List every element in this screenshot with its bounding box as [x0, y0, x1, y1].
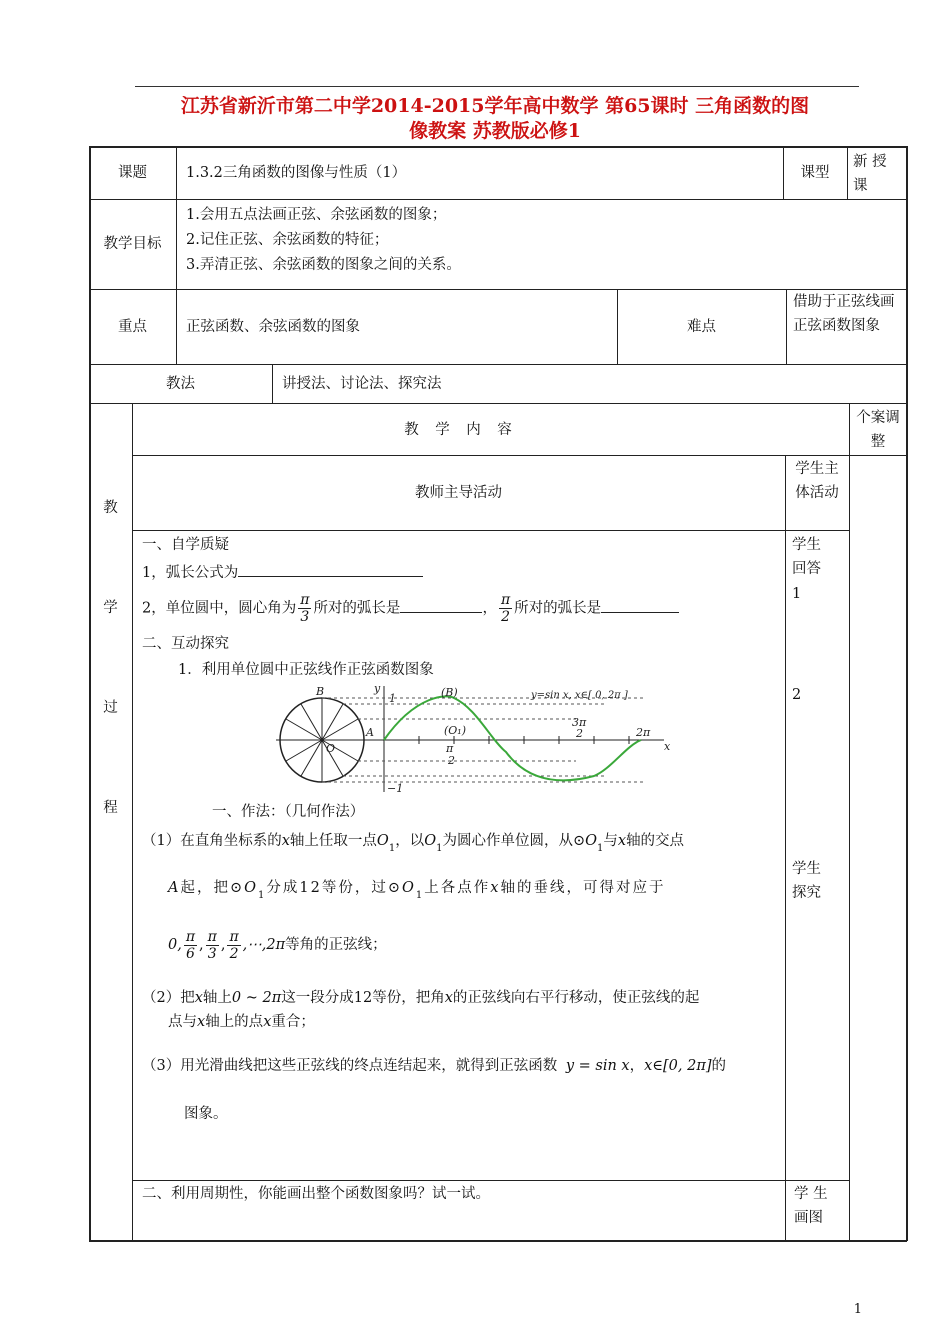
step1-text: ，以 — [395, 833, 425, 849]
step3-text: 的 — [711, 1058, 727, 1074]
process-label-2: 学 — [103, 600, 118, 616]
step1-text: 起，把⊙ — [180, 880, 245, 896]
step1-text: 轴的交点 — [626, 833, 685, 849]
math-y-sin-x: y = sin x — [565, 1058, 630, 1074]
step2-text: 点与 — [168, 1014, 197, 1030]
math-sub: 1 — [436, 843, 443, 854]
math-x: x — [281, 833, 290, 849]
math-x: x — [490, 880, 501, 896]
step-2-cont — [168, 1010, 315, 1034]
process-label-3: 过 — [103, 700, 118, 716]
step2-text: 重合； — [271, 1014, 315, 1030]
question-2-text-b: 所对的弧长是 — [313, 600, 401, 617]
fig-label-O: O — [326, 742, 336, 755]
math-O: O — [402, 880, 416, 896]
step1-text: 等角的正弦线； — [285, 937, 387, 953]
sine-construction-figure — [276, 684, 676, 796]
goal-1: 1.会用五点法画正弦、余弦函数的图象； — [186, 207, 447, 223]
sine-curve — [384, 696, 641, 780]
answer-blank-3[interactable] — [601, 596, 679, 613]
fig-label-3pi-den: 2 — [576, 727, 583, 740]
fig-label-B: B — [316, 685, 325, 698]
step2-text: 的正弦线向右平行移动，使正弦线的起 — [452, 990, 700, 1006]
answer-blank-2[interactable] — [400, 596, 482, 613]
process-label-1: 教 — [103, 500, 118, 516]
title-line-2: 像教案 苏教版必修1 — [409, 120, 581, 142]
step1-text: （1）在直角坐标系的 — [142, 833, 282, 849]
step2-text: 轴上 — [202, 990, 232, 1006]
fraction-pi-over-6 — [184, 929, 197, 962]
fig-label-Bp: (B) — [441, 686, 458, 699]
fig-label-y: y — [374, 684, 381, 695]
fig-label-A: A — [366, 726, 374, 739]
step-1 — [142, 826, 782, 864]
fig-label-minus-one: −1 — [387, 782, 404, 795]
student-answer: 学生回答 — [792, 537, 821, 577]
method-title: 一、作法：（几何作法） — [212, 804, 365, 820]
frac-den: 3 — [207, 945, 217, 962]
math-x: x — [194, 990, 203, 1006]
math-angles-tail: ,⋯,2π — [242, 937, 286, 953]
step2-text: 等份，把角 — [372, 990, 445, 1006]
math-A: A — [168, 880, 181, 896]
content-header: 教 学 内 容 — [404, 422, 513, 438]
math-sub: 1 — [258, 890, 267, 901]
fig-label-O1: (O₁) — [444, 724, 467, 737]
difficulty-value: 借助于正弦线画正弦函数图象 — [793, 294, 895, 334]
math-range: 0 ~ 2π — [231, 990, 282, 1006]
question-2-text-a: 2，单位圆中，圆心角为 — [142, 600, 297, 617]
teacher-header: 教师主导活动 — [415, 485, 502, 501]
student-explore: 学生探究 — [792, 861, 821, 901]
question-1-text: 1，弧长公式为 — [142, 565, 239, 581]
step2-text: 轴上的点 — [205, 1014, 264, 1030]
frac-num: π — [207, 928, 217, 945]
fig-label-pi: π — [446, 742, 454, 755]
math-O: O — [585, 833, 597, 849]
type-value: 新 授课 — [853, 154, 887, 194]
fig-label-3pi: 3π — [572, 716, 587, 729]
step1-text: 与 — [603, 833, 618, 849]
question-2-comma: ， — [482, 600, 497, 617]
goal-2: 2.记住正弦、余弦函数的特征； — [186, 232, 389, 248]
step-1-angles: 0, $\frac{\pi}{6}$ , $\frac{\pi}{3}$ , $\frac{\pi}{2}$ ,⋯,2π等角的正弦线； — [168, 928, 387, 962]
student-answer-1: 1 — [792, 586, 802, 602]
fraction-pi-over-3 — [298, 592, 311, 625]
fraction-pi-over-3 — [206, 929, 219, 962]
adjust-header: 个案调整 — [856, 410, 900, 450]
frac-den: 2 — [501, 609, 510, 625]
frac-den: 6 — [185, 945, 195, 962]
math-twelve: 12 — [299, 880, 322, 896]
frac-num: π — [500, 592, 511, 608]
methods-value: 讲授法、讨论法、探究法 — [282, 376, 442, 392]
step1-text: 等份，过⊙ — [321, 880, 403, 896]
page-number: 1 — [853, 1302, 862, 1317]
student-draw: 学 生画图 — [794, 1186, 828, 1226]
step1-text: 上各点作 — [424, 880, 491, 896]
question-1 — [142, 560, 423, 585]
math-sub: 1 — [388, 843, 396, 854]
type-label: 课型 — [800, 165, 830, 181]
step3-text: （3）用光滑曲线把这些正弦线的终点连结起来，就得到正弦函数 — [142, 1058, 558, 1074]
key-label: 重点 — [118, 319, 147, 335]
math-O: O — [244, 880, 259, 896]
step2-text: 这一段分成 — [281, 990, 354, 1006]
process-label-4: 程 — [103, 800, 118, 816]
math-zero: 0, — [168, 937, 182, 953]
goals-label: 教学目标 — [103, 236, 162, 252]
math-x: x — [444, 990, 453, 1006]
goal-3: 3.弄清正弦、余弦函数的图象之间的关系。 — [186, 257, 461, 273]
step1-text: 轴的垂线，可得对应于 — [500, 880, 666, 896]
step-3: （3）用光滑曲线把这些正弦线的终点连结起来，就得到正弦函数 y = sin x，x∈[0, 2π]的 — [142, 1058, 727, 1074]
title-line-1: 江苏省新沂市第二中学2014-2015学年高中数学 第65课时 三角函数的图 — [180, 95, 810, 117]
math-sub: 1 — [415, 890, 425, 901]
math-O: O — [376, 833, 389, 849]
frac-num: π — [185, 928, 196, 945]
step-2 — [142, 986, 782, 1010]
question-2 — [142, 592, 679, 625]
fig-label-one: 1 — [389, 692, 396, 705]
step1-text: 分成 — [266, 880, 300, 896]
step2-text: （2）把 — [142, 990, 195, 1006]
header-rule — [135, 86, 859, 87]
section-self-study: 一、自学质疑 — [142, 537, 229, 553]
fraction-pi-over-2 — [499, 592, 512, 625]
math-x: x — [617, 833, 627, 849]
fig-label-2pi: 2π — [636, 726, 651, 739]
section-periodicity: 二、利用周期性，你能画出整个函数图象吗？试一试。 — [142, 1186, 490, 1202]
answer-blank-1[interactable] — [238, 560, 423, 577]
math-twelve: 12 — [353, 990, 373, 1006]
math-sub: 1 — [597, 843, 604, 854]
page-title — [100, 94, 890, 144]
fig-label-pi-den: 2 — [448, 754, 455, 767]
methods-label: 教法 — [166, 376, 195, 392]
section-explore: 二、互动探究 — [142, 636, 229, 652]
math-O: O — [424, 833, 437, 849]
fig-label-x: x — [664, 740, 671, 753]
frac-den: 2 — [229, 945, 239, 962]
step-1-cont — [168, 876, 778, 908]
student-header: 学生主体活动 — [795, 461, 839, 501]
key-value: 正弦函数、余弦函数的图象 — [186, 319, 360, 335]
question-2-text-d: 所对的弧长是 — [514, 600, 602, 617]
frac-num: π — [229, 928, 239, 945]
frac-num: π — [300, 592, 310, 608]
fraction-pi-over-2 — [227, 929, 240, 962]
topic-value: 1.3.2三角函数的图像与性质（1） — [186, 165, 407, 181]
step-3-cont: 图象。 — [184, 1106, 228, 1122]
item-1: 1．利用单位圆中正弦线作正弦函数图象 — [178, 662, 434, 678]
difficulty-label: 难点 — [687, 319, 716, 335]
step1-text: 为圆心作单位圆，从⊙ — [442, 833, 586, 849]
math-x: x — [197, 1014, 206, 1030]
fig-function-label: y=sin x, x∈[ 0, 2π ] — [531, 690, 628, 701]
topic-label: 课题 — [118, 165, 147, 181]
student-answer-2: 2 — [792, 687, 802, 703]
step1-text: 轴上任取一点 — [289, 833, 377, 849]
math-x: x — [263, 1014, 272, 1030]
frac-den: 3 — [300, 609, 310, 625]
math-domain: x∈[0, 2π] — [644, 1058, 712, 1074]
